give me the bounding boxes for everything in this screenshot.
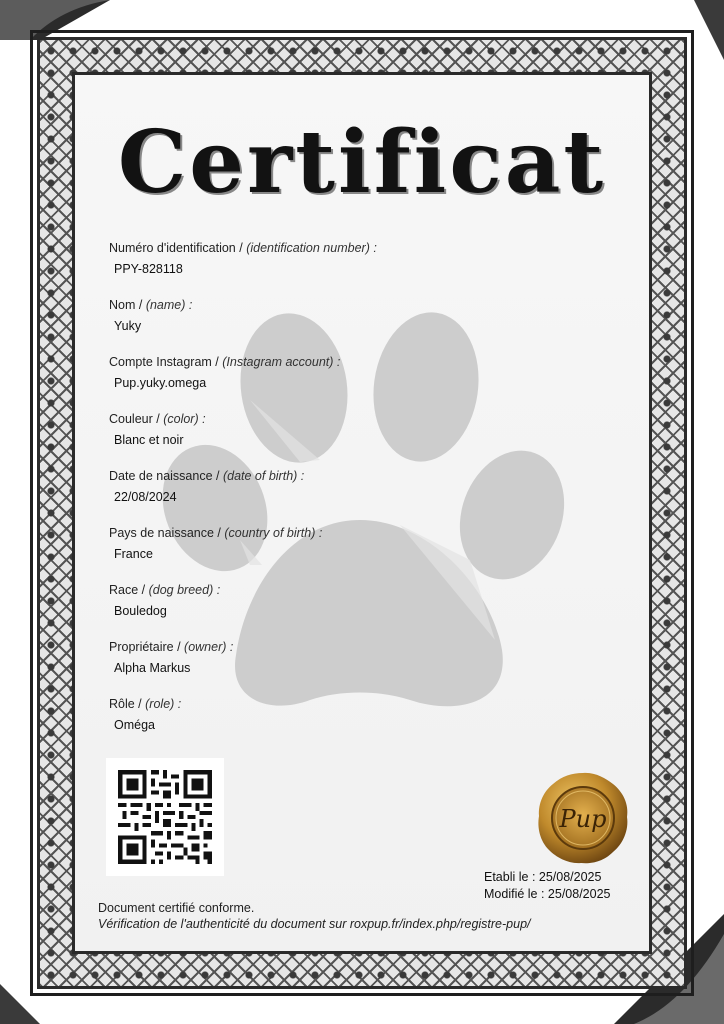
field-label: Rôle / (role) : [109, 697, 182, 711]
certificate-title: Certificat [117, 112, 607, 213]
modified-date: Modifié le : 25/08/2025 [484, 887, 611, 901]
field-identification-number [109, 240, 377, 297]
field-label: Couleur / (color) : [109, 412, 206, 426]
field-value: Pup.yuky.omega [114, 376, 207, 390]
field-value: Alpha Markus [114, 661, 191, 675]
field-value: Bouledog [114, 604, 167, 618]
seal-text: Pup [559, 805, 607, 833]
field-country-of-birth [109, 525, 377, 582]
field-label: Compte Instagram / (Instagram account) : [109, 355, 341, 369]
field-instagram-account [109, 354, 377, 411]
certificate-dates [484, 869, 610, 903]
field-label: Propriétaire / (owner) : [109, 640, 234, 654]
field-color [109, 411, 377, 468]
qr-code-icon[interactable] [106, 758, 224, 876]
field-name [109, 297, 377, 354]
field-label: Numéro d'identification / (identification number) : [109, 241, 377, 255]
field-label: Pays de naissance / (country of birth) : [109, 526, 323, 540]
field-role [109, 696, 377, 753]
field-value: PPY-828118 [114, 262, 183, 276]
certificate-footer [98, 900, 531, 932]
field-label: Race / (dog breed) : [109, 583, 221, 597]
field-value: Yuky [114, 319, 142, 333]
established-date: Etabli le : 25/08/2025 [484, 870, 602, 884]
field-value: France [114, 547, 153, 561]
field-dog-breed [109, 582, 377, 639]
field-owner [109, 639, 377, 696]
field-date-of-birth [109, 468, 377, 525]
identification-fields [109, 240, 377, 753]
field-value: 22/08/2024 [114, 490, 177, 504]
field-value: Blanc et noir [114, 433, 184, 447]
verification-notice: Vérification de l'authenticité du document sur roxpup.fr/index.php/registre-pup/ [98, 917, 531, 931]
wax-seal-icon [535, 770, 631, 866]
certified-notice: Document certifié conforme. [98, 901, 255, 915]
field-value: Oméga [114, 718, 155, 732]
field-label: Date de naissance / (date of birth) : [109, 469, 305, 483]
field-label: Nom / (name) : [109, 298, 193, 312]
